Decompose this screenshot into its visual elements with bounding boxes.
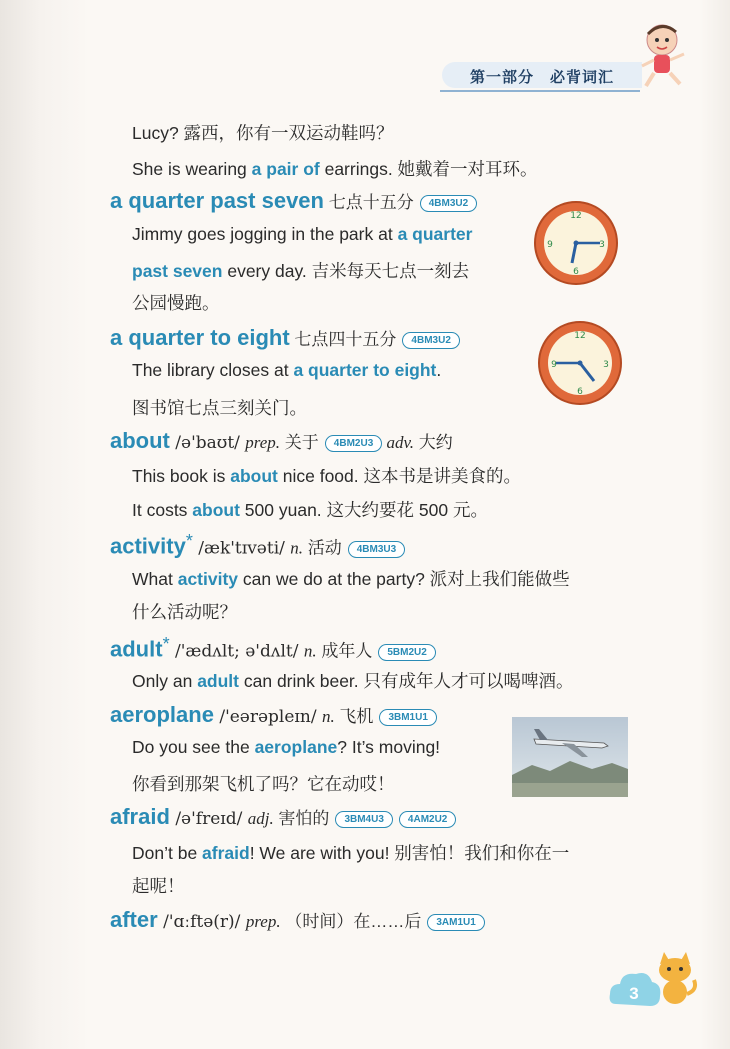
example-sentence: Don’t be afraid! We are with you! 别害怕！我们和你在一 <box>132 843 570 863</box>
phonetic: /'ædʌlt; ə'dʌlt/ <box>169 641 304 662</box>
unit-badge: 3BM4U3 <box>335 811 392 828</box>
highlighted-phrase: activity <box>177 569 239 589</box>
example-sentence: 起呢！ <box>132 876 185 896</box>
cat-mascot-icon <box>652 950 698 1006</box>
headword: after <box>110 907 158 932</box>
example-sentence: 什么活动呢？ <box>132 602 237 622</box>
headword: adult <box>110 636 163 662</box>
svg-text:12: 12 <box>570 211 582 221</box>
svg-text:6: 6 <box>573 267 579 277</box>
highlighted-phrase: adult <box>197 671 239 691</box>
svg-text:6: 6 <box>577 387 583 397</box>
svg-text:3: 3 <box>599 240 605 250</box>
highlighted-phrase: past seven <box>132 261 223 281</box>
phonetic: /æk'tɪvəti/ <box>192 538 291 559</box>
headword: aeroplane <box>110 702 214 727</box>
part-of-speech: n. <box>321 707 335 726</box>
example-sentence: Jimmy goes jogging in the park at a quarter <box>132 224 473 244</box>
entry-heading: after /'ɑːftə(r)/ prep. （时间）在……后 3AM1U1 <box>110 907 485 933</box>
section-title: 第一部分 必背词汇 <box>470 69 615 86</box>
entry-heading: about /ə'baʊt/ prep. 关于 4BM2U3 adv. 大约 <box>110 428 453 453</box>
phonetic: /'ɑːftə(r)/ <box>157 912 246 932</box>
unit-badge: 3AM1U1 <box>427 914 484 931</box>
example-sentence: 你看到那架飞机了吗？它在动哎！ <box>132 774 395 794</box>
clock-icon <box>536 319 624 407</box>
entry-heading: a quarter past seven 七点十五分 4BM3U2 <box>110 188 477 214</box>
asterisk-mark: * <box>185 531 193 551</box>
phonetic: /ə'baʊt/ <box>169 433 246 453</box>
entry-heading: afraid /ə'freɪd/ adj. 害怕的 3BM4U3 4AM2U2 <box>110 804 456 830</box>
example-sentence: What activity can we do at the party? 派对上我们能做些 <box>132 569 570 589</box>
highlighted-phrase: about <box>230 466 278 486</box>
svg-text:9: 9 <box>551 360 557 370</box>
example-sentence: It costs about 500 yuan. 这大约要花 500 元。 <box>132 500 488 520</box>
headword: afraid <box>110 804 170 829</box>
clock-icon <box>532 199 620 287</box>
unit-badge: 5BM2U2 <box>378 644 435 661</box>
page-number: 3 <box>629 984 639 1003</box>
part-of-speech: n. <box>290 538 304 558</box>
part-of-speech: prep. <box>245 912 281 931</box>
phonetic: /ə'freɪd/ <box>169 809 248 829</box>
entry-heading: a quarter to eight 七点四十五分 4BM3U2 <box>110 325 460 351</box>
running-child-icon <box>632 18 692 90</box>
headword: about <box>110 428 170 453</box>
unit-badge: 4BM2U3 <box>325 435 382 452</box>
example-sentence: Only an adult can drink beer. 只有成年人才可以喝啤酒。 <box>132 671 574 691</box>
entry-heading: adult* /'ædʌlt; ə'dʌlt/ n. 成年人 5BM2U2 <box>110 634 436 662</box>
unit-badge: 4BM3U3 <box>348 541 405 558</box>
highlighted-phrase: a quarter to eight <box>293 360 437 380</box>
highlighted-phrase: a pair of <box>251 159 320 179</box>
headword: a quarter to eight <box>110 325 290 350</box>
headword: activity <box>110 533 186 559</box>
phonetic: /'eərəpleɪn/ <box>213 707 322 727</box>
header-divider <box>440 90 640 92</box>
example-sentence: She is wearing a pair of earrings. 她戴着一对耳环。 <box>132 159 538 179</box>
unit-badge: 3BM1U1 <box>379 709 436 726</box>
unit-badge: 4AM2U2 <box>399 811 456 828</box>
part-of-speech: n. <box>303 641 317 661</box>
unit-badge: 4BM3U2 <box>402 332 459 349</box>
part-of-speech: adv. <box>382 433 415 452</box>
highlighted-phrase: aeroplane <box>254 737 338 757</box>
example-sentence: 图书馆七点三刻关门。 <box>132 398 307 418</box>
entry-heading: aeroplane /'eərəpleɪn/ n. 飞机 3BM1U1 <box>110 702 437 728</box>
example-sentence: Do you see the aeroplane? It’s moving! <box>132 737 441 757</box>
svg-text:3: 3 <box>603 360 609 370</box>
example-sentence: 公园慢跑。 <box>132 293 220 313</box>
example-sentence: The library closes at a quarter to eight. <box>132 360 442 380</box>
svg-text:12: 12 <box>574 331 586 341</box>
svg-text:9: 9 <box>547 240 553 250</box>
part-of-speech: prep. <box>245 433 281 452</box>
highlighted-phrase: a quarter <box>397 224 473 244</box>
example-sentence: Lucy? 露西，你有一双运动鞋吗？ <box>132 123 394 143</box>
example-sentence: This book is about nice food. 这本书是讲美食的。 <box>132 466 521 486</box>
example-sentence: past seven every day. 吉米每天七点一刻去 <box>132 261 470 281</box>
asterisk-mark: * <box>162 634 170 654</box>
highlighted-phrase: about <box>192 500 240 520</box>
part-of-speech: adj. <box>247 809 274 828</box>
aeroplane-photo <box>512 717 628 797</box>
highlighted-phrase: afraid <box>202 843 250 863</box>
headword: a quarter past seven <box>110 188 324 213</box>
unit-badge: 4BM3U2 <box>420 195 477 212</box>
entry-heading: activity* /æk'tɪvəti/ n. 活动 4BM3U3 <box>110 531 405 559</box>
